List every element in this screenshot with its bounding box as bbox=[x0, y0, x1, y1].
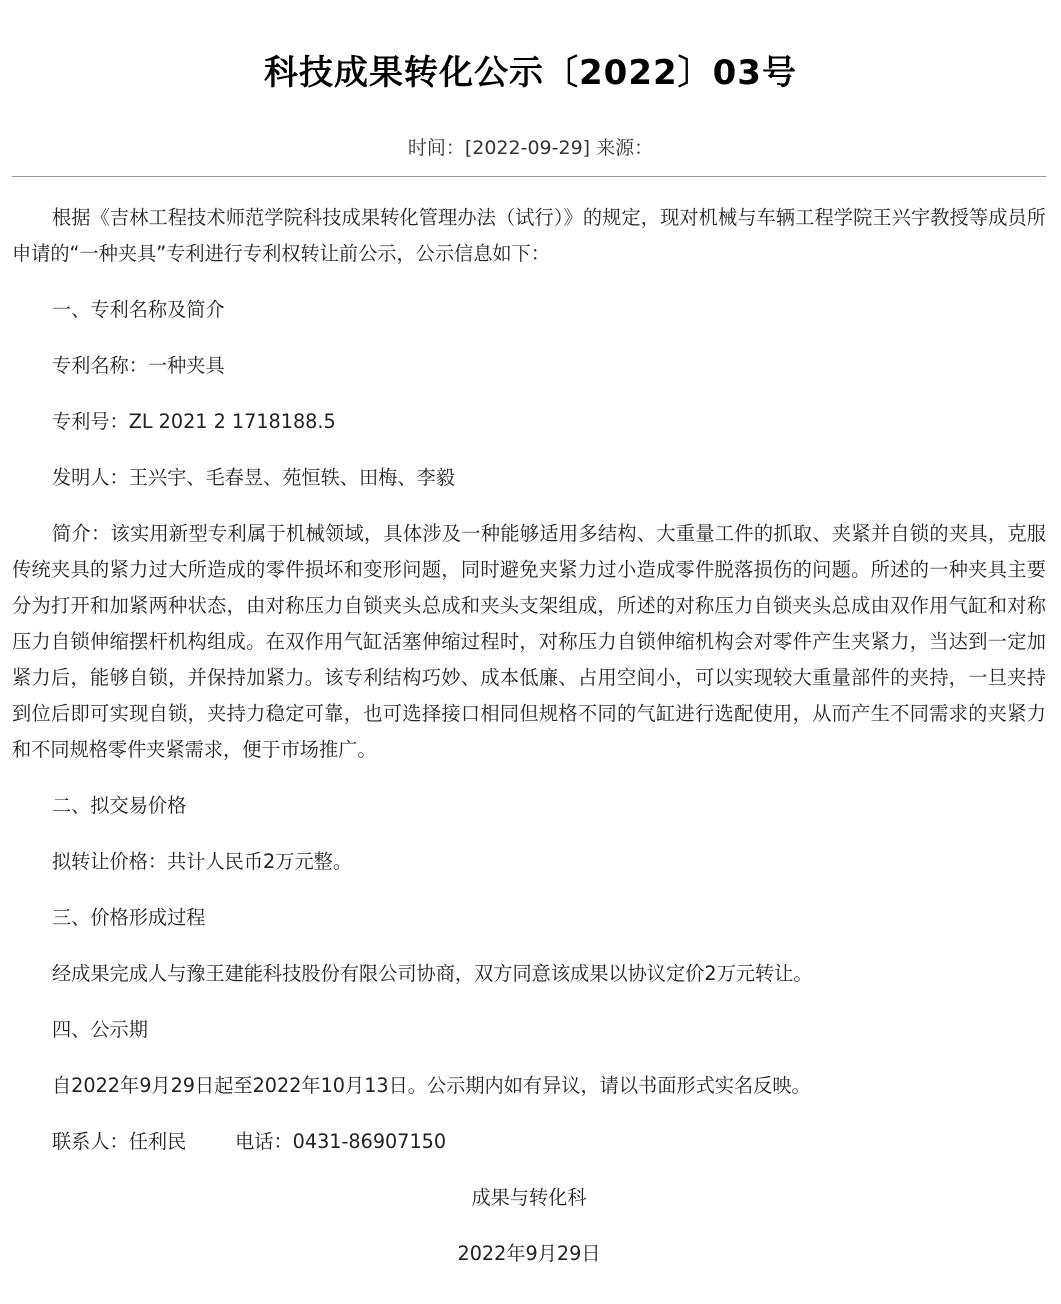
source-label: 来源： bbox=[596, 137, 654, 159]
section-heading-2: 二、拟交易价格 bbox=[52, 794, 187, 817]
title-divider bbox=[12, 176, 1046, 177]
signature-dept: 成果与转化科 bbox=[471, 1186, 587, 1209]
article-meta bbox=[0, 134, 1061, 162]
page-title: 科技成果转化公示〔2022〕03号 bbox=[264, 53, 797, 93]
article-body bbox=[12, 200, 1046, 1292]
contact-phone: 电话：0431-86907150 bbox=[235, 1130, 447, 1153]
patent-name: 专利名称：一种夹具 bbox=[52, 354, 225, 377]
inventors: 发明人：王兴宇、毛春昱、苑恒轶、田梅、李毅 bbox=[52, 466, 455, 489]
summary-paragraph: 简介：该实用新型专利属于机械领域，具体涉及一种能够适用多结构、大重量工件的抓取、夹紧并自锁的夹具，克服传统夹具的紧力过大所造成的零件损坏和变形问题，同时避免夹紧力过小造成零件脱落损伤的问题。所述的一种夹具主要分为打开和加紧两种状态，由对称压力自锁夹头总成和夹头支架组成，所述的对称压力自锁夹头总成由双作用气缸和对称压力自锁伸缩摆杆机构组成。在双作用气缸活塞伸缩过程时，对称压力自锁伸缩机构会对零件产生夹紧力，当达到一定加紧力后，能够自锁，并保持加紧力。该专利结构巧妙、成本低廉、占用空间小，可以实现较大重量部件的夹持，一旦夹持到位后即可实现自锁，夹持力稳定可靠，也可选择接口相同但规格不同的气缸进行选配使用，从而产生不同需求的夹紧力和不同规格零件夹紧需求，便于市场推广。 bbox=[12, 522, 1046, 761]
contact-person: 联系人：任利民 bbox=[52, 1130, 187, 1153]
section-heading-1: 一、专利名称及简介 bbox=[52, 298, 225, 321]
section-heading-3: 三、价格形成过程 bbox=[52, 906, 206, 929]
publish-date: [2022-09-29] bbox=[464, 137, 591, 159]
section-heading-4: 四、公示期 bbox=[52, 1018, 148, 1041]
signature-date: 2022年9月29日 bbox=[457, 1242, 601, 1265]
time-label: 时间： bbox=[407, 137, 465, 159]
intro-paragraph: 根据《吉林工程技术师范学院科技成果转化管理办法（试行）》的规定，现对机械与车辆工程学院王兴宇教授等成员所申请的“一种夹具”专利进行专利权转让前公示，公示信息如下： bbox=[12, 206, 1046, 265]
price-process: 经成果完成人与豫王建能科技股份有限公司协商，双方同意该成果以协议定价2万元转让。 bbox=[52, 962, 813, 985]
contact-line bbox=[12, 1124, 1046, 1160]
patent-number: 专利号：ZL 2021 2 1718188.5 bbox=[52, 410, 336, 433]
transfer-price: 拟转让价格：共计人民币2万元整。 bbox=[52, 850, 353, 873]
publicity-period: 自2022年9月29日起至2022年10月13日。公示期内如有异议，请以书面形式实名反映。 bbox=[52, 1074, 811, 1097]
